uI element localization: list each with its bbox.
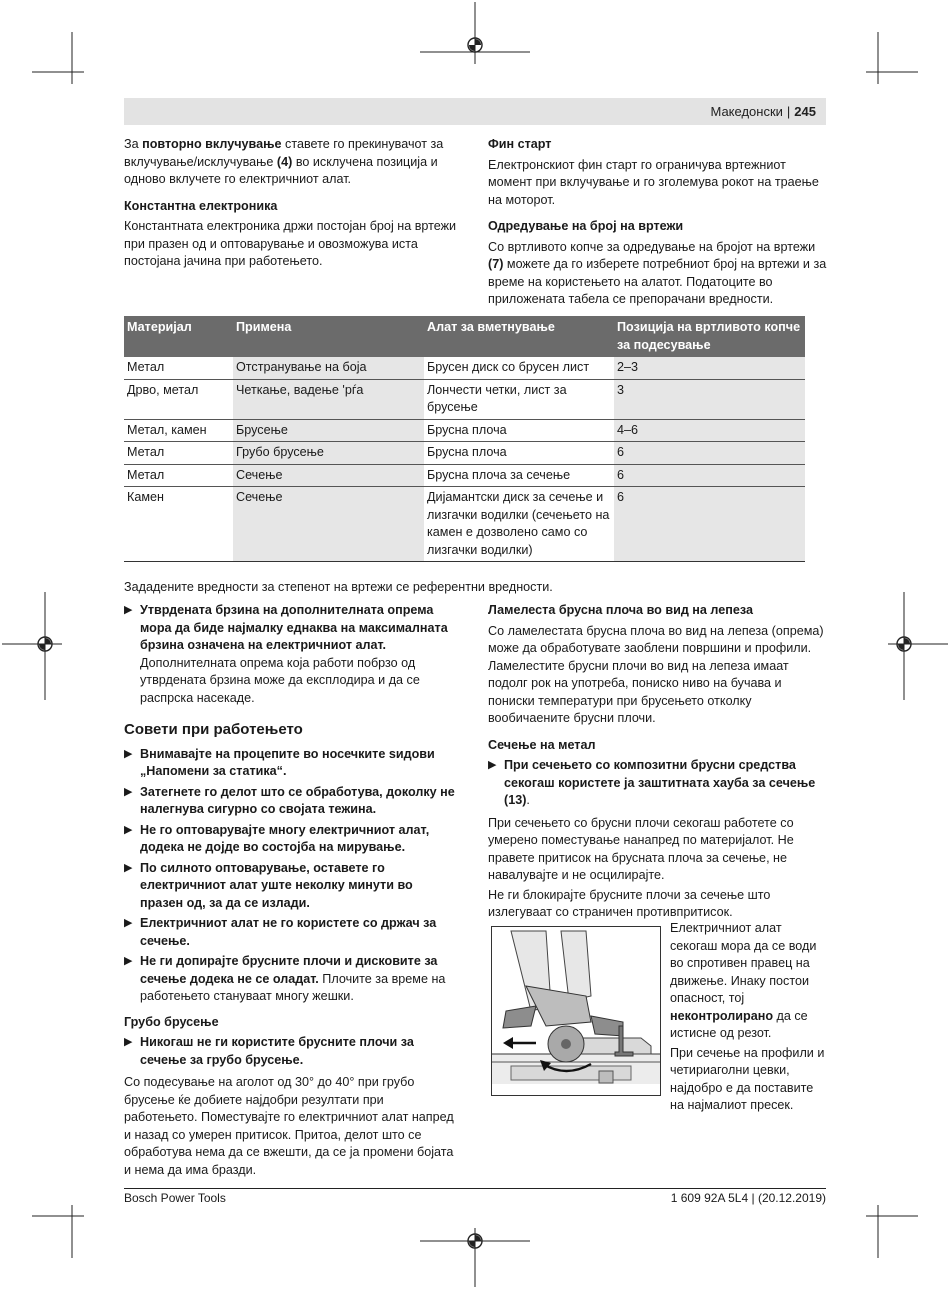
cell: Брусна плоча за сечење (424, 464, 614, 487)
bullet-triangle-icon: ▶ (124, 861, 133, 874)
cell: Дијамантски диск за сечење и лизгачки водилки (сечењето на камен е дозволено само со лизгачки водилки) (424, 487, 614, 562)
cell: 4–6 (614, 419, 805, 442)
header-language: Македонски (710, 104, 783, 119)
reference-values-note: Зададените вредности за степенот на вртежи се референтни вредности. (124, 580, 553, 594)
footer-rule (124, 1188, 826, 1189)
figure-caption (670, 920, 830, 1115)
table-row (124, 464, 805, 487)
col-dial-position: Позиција на вртливото копче за подесување (614, 316, 805, 357)
cell: Дрво, метал (124, 379, 233, 419)
cell: Метал (124, 464, 233, 487)
cell: Брусење (233, 419, 424, 442)
bullet-triangle-icon: ▶ (124, 747, 133, 760)
page-number: 245 (794, 104, 816, 119)
right-bottom-column (488, 602, 828, 922)
metal-cutting-heading: Сечење на метал (488, 737, 596, 752)
left-bottom-column (124, 602, 459, 1179)
footer-brand: Bosch Power Tools (124, 1191, 226, 1205)
table-row (124, 442, 805, 465)
tip-item: ▶ Внимавајте на процепите во носечките ѕидови „Напомени за статика“. (124, 746, 435, 778)
col-tool: Алат за вметнување (424, 316, 614, 357)
rough-grinding-heading: Грубо брусење (124, 1014, 219, 1029)
cell: Лончести четки, лист за брусење (424, 379, 614, 419)
soft-start-heading: Фин старт (488, 137, 552, 151)
tip-item: ▶ По силното оптоварување, оставете го електричниот алат уште неколку минути во празен од, за да се излади. (124, 860, 413, 910)
cell: Сечење (233, 487, 424, 562)
speed-selection-heading: Одредување на број на вртежи (488, 219, 684, 233)
flap-disc-heading: Ламелеста брусна плоча во вид на лепеза (488, 603, 753, 617)
cell: Брусна плоча (424, 419, 614, 442)
flap-disc-text: Со ламелестата брусна плоча во вид на лепеза (опрема) може да обработувате заоблени површини и профили. Ламелестите брусни плочи во вид на лепеза имаат подолг рок на употреба, пониско ниво на бучава и пониски температури при брусењето отколку вообичаените брусни плочи. (488, 623, 824, 725)
bullet-triangle-icon: ▶ (124, 955, 133, 967)
bullet-triangle-icon: ▶ (124, 1036, 133, 1048)
soft-start-text: Електронскиот фин старт го ограничува вртежниот момент при вклучување и го зголемува рокот на траење на моторот. (488, 157, 819, 207)
cutting-text-1: При сечењето со брусни плочи секогаш работете со умерено поместување нанапред по материјалот. Не правете притисок на брусната плоча за сечење, не навалувајте и не осцилирајте. (488, 815, 794, 882)
guard-warning: ▶ При сечењето со композитни брусни средства секогаш користете ја заштитната хауба за сечење (13). (488, 758, 816, 807)
rough-grinding-warning: ▶ Никогаш не ги користите брусните плочи за сечење за грубо брусење. (124, 1035, 414, 1067)
cutting-direction-figure (491, 926, 661, 1096)
cell: Брусен диск со брусен лист (424, 357, 614, 379)
tip-item: ▶ Електричниот алат не го користете со држач за сечење. (124, 916, 437, 948)
bullet-triangle-icon: ▶ (124, 823, 133, 836)
accessory-speed-warning: ▶ Утврдената брзина на дополнителната опрема мора да биде најмалку еднаква на максималната брзина означена на електричниот алат. Дополнителната опрема која работи побрзо од утврдената брзина може да експлодира и да се распрска насекаде. (124, 603, 448, 705)
cell: 6 (614, 442, 805, 465)
bullet-triangle-icon: ▶ (124, 917, 133, 929)
right-top-column (488, 136, 828, 309)
speed-selection-text: Со вртливото копче за одредување на бројот на вртежи (7) можете да го изберете потребниот број на вртежи и за време на користењето на алатот. Податоците во приложената табела се препорачани вредности. (488, 239, 827, 306)
speed-table (124, 316, 805, 562)
cell: Метал (124, 442, 233, 465)
cell: Брусна плоча (424, 442, 614, 465)
cell: 3 (614, 379, 805, 419)
bullet-triangle-icon: ▶ (488, 759, 497, 771)
page-header (124, 98, 826, 125)
constant-electronics-heading: Константна електроника (124, 198, 278, 213)
cell: Грубо брусење (233, 442, 424, 465)
cutting-text-2: Не ги блокирајте брусните плочи за сечење што излегуваат со страничен противпритисок. (488, 887, 771, 919)
footer-doc-id: 1 609 92A 5L4 | (20.12.2019) (670, 1191, 826, 1205)
tip-item: ▶ Затегнете го делот што се обработува, доколку не налегнува сигурно со својата тежина. (124, 784, 455, 816)
table-row (124, 379, 805, 419)
cell: Камен (124, 487, 233, 562)
tip-item: ▶ Не го оптоварувајте многу електричниот алат, додека не дојде во состојба на мирување. (124, 822, 430, 854)
left-top-column (124, 136, 459, 271)
cell: 6 (614, 487, 805, 562)
header-text: Македонски | 245 (710, 104, 816, 119)
cell: Метал (124, 357, 233, 379)
constant-electronics-text: Константната електроника држи постојан број на вртежи при празен од и оптоварување и овозможува иста постојана јачина при работењето. (124, 219, 457, 268)
figure-caption-text-2: При сечење на профили и четириаголни цевки, најдобро е да поставите на најмалиот пресек. (670, 1045, 825, 1112)
cell: Отстранување на боја (233, 357, 424, 379)
bullet-triangle-icon: ▶ (124, 604, 133, 616)
restart-paragraph: За повторно вклучување ставете го прекинувачот за вклучување/исклучување (4) во исклучена позиција и одново вклучете го електричниот алат. (124, 137, 444, 186)
table-header-row (124, 316, 805, 357)
rough-grinding-text: Со подесување на аголот од 30° до 40° при грубо брусење ќе добиете најдобри резултати при работењето. Поместувајте го електричниот алат напред и назад со умерен притисок. Притоа, делот што се обработува нема да се вжешти, да се ја промени бојата и нема да има бразди. (124, 1075, 454, 1177)
figure-caption-text-1: Електричниот алат секогаш мора да се води во спротивен правец на движење. Инаку постои опасност, тој неконтролирано да се истисне од резот. (670, 921, 817, 1040)
col-material: Материјал (124, 316, 233, 357)
cell: Метал, камен (124, 419, 233, 442)
tip-item: ▶ Не ги допирајте брусните плочи и дисковите за сечење додека не се оладат. Плочите за време на работењето стануваат многу жешки. (124, 954, 446, 1003)
table-row (124, 419, 805, 442)
cell: Сечење (233, 464, 424, 487)
table-row (124, 487, 805, 562)
cell: Четкање, вадење 'рѓа (233, 379, 424, 419)
col-application: Примена (233, 316, 424, 357)
table-row (124, 357, 805, 379)
working-tips-heading: Совети при работењето (124, 721, 303, 738)
cell: 2–3 (614, 357, 805, 379)
bullet-triangle-icon: ▶ (124, 785, 133, 798)
cell: 6 (614, 464, 805, 487)
